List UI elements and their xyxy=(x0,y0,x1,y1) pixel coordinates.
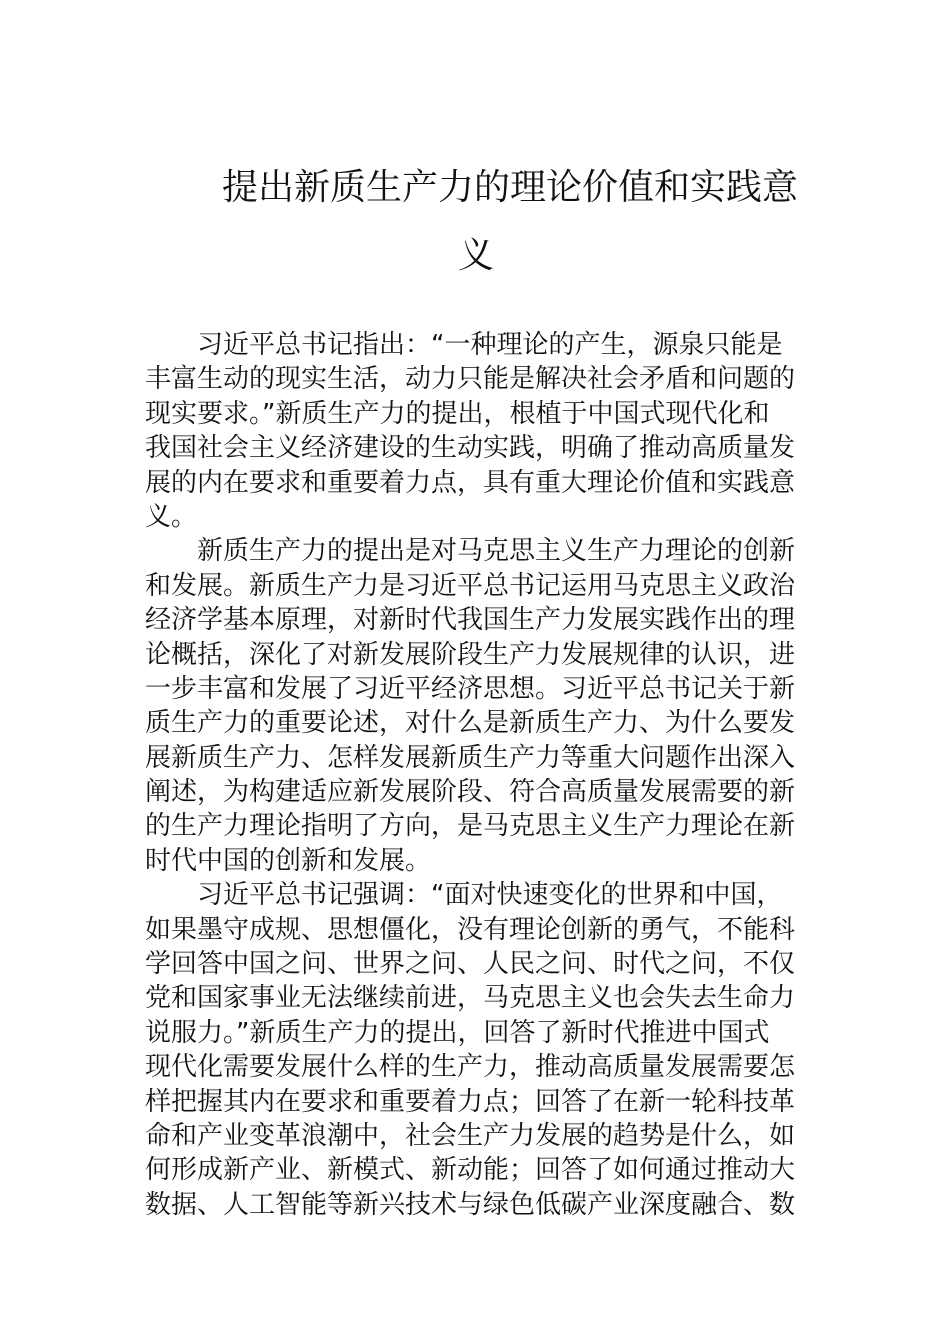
paragraph-line: 如果墨守成规、思想僵化，没有理论创新的勇气，不能科 xyxy=(145,914,796,945)
paragraph-line: 新质生产力的提出是对马克思主义生产力理论的创新 xyxy=(197,536,796,567)
document-body xyxy=(145,328,811,1222)
paragraph-line: 时代中国的创新和发展。 xyxy=(145,845,432,876)
paragraph-3 xyxy=(145,878,811,1222)
paragraph-line: 义。 xyxy=(145,501,198,532)
paragraph-line: 说服力。”新质生产力的提出，回答了新时代推进中国式 xyxy=(145,1017,770,1048)
document-title-line-1: 提出新质生产力的理论价值和实践意 xyxy=(222,167,799,208)
paragraph-line: 习近平总书记强调：“面对快速变化的世界和中国， xyxy=(197,880,783,911)
paragraph-line: 丰富生动的现实生活，动力只能是解决社会矛盾和问题的 xyxy=(145,364,796,395)
paragraph-line: 一步丰富和发展了习近平经济思想。习近平总书记关于新 xyxy=(145,673,796,704)
paragraph-line: 样把握其内在要求和重要着力点；回答了在新一轮科技革 xyxy=(145,1086,796,1117)
paragraph-line: 现实要求。”新质生产力的提出，根植于中国式现代化和 xyxy=(145,398,770,429)
paragraph-line: 论概括，深化了对新发展阶段生产力发展规律的认识，进 xyxy=(145,639,796,670)
paragraph-2 xyxy=(145,534,811,878)
paragraph-line: 党和国家事业无法继续前进，马克思主义也会失去生命力 xyxy=(145,983,796,1014)
paragraph-line: 展新质生产力、怎样发展新质生产力等重大问题作出深入 xyxy=(145,742,796,773)
paragraph-line: 现代化需要发展什么样的生产力，推动高质量发展需要怎 xyxy=(145,1052,796,1083)
paragraph-line: 命和产业变革浪潮中，社会生产力发展的趋势是什么，如 xyxy=(145,1120,796,1151)
paragraph-1 xyxy=(145,328,811,534)
paragraph-line: 我国社会主义经济建设的生动实践，明确了推动高质量发 xyxy=(145,433,796,464)
paragraph-line: 质生产力的重要论述，对什么是新质生产力、为什么要发 xyxy=(145,708,796,739)
paragraph-line: 学回答中国之问、世界之问、人民之问、时代之问，不仅 xyxy=(145,949,796,980)
document-title-line-2: 义 xyxy=(458,235,495,276)
paragraph-line: 展的内在要求和重要着力点，具有重大理论价值和实践意 xyxy=(145,467,796,498)
paragraph-line: 数据、人工智能等新兴技术与绿色低碳产业深度融合、数 xyxy=(145,1189,796,1220)
paragraph-line: 习近平总书记指出：“一种理论的产生，源泉只能是 xyxy=(197,330,783,360)
paragraph-line: 何形成新产业、新模式、新动能；回答了如何通过推动大 xyxy=(145,1155,796,1186)
paragraph-line: 和发展。新质生产力是习近平总书记运用马克思主义政治 xyxy=(145,570,796,601)
paragraph-line: 阐述，为构建适应新发展阶段、符合高质量发展需要的新 xyxy=(145,777,796,808)
paragraph-line: 的生产力理论指明了方向，是马克思主义生产力理论在新 xyxy=(145,811,796,842)
paragraph-line: 经济学基本原理，对新时代我国生产力发展实践作出的理 xyxy=(145,605,796,636)
